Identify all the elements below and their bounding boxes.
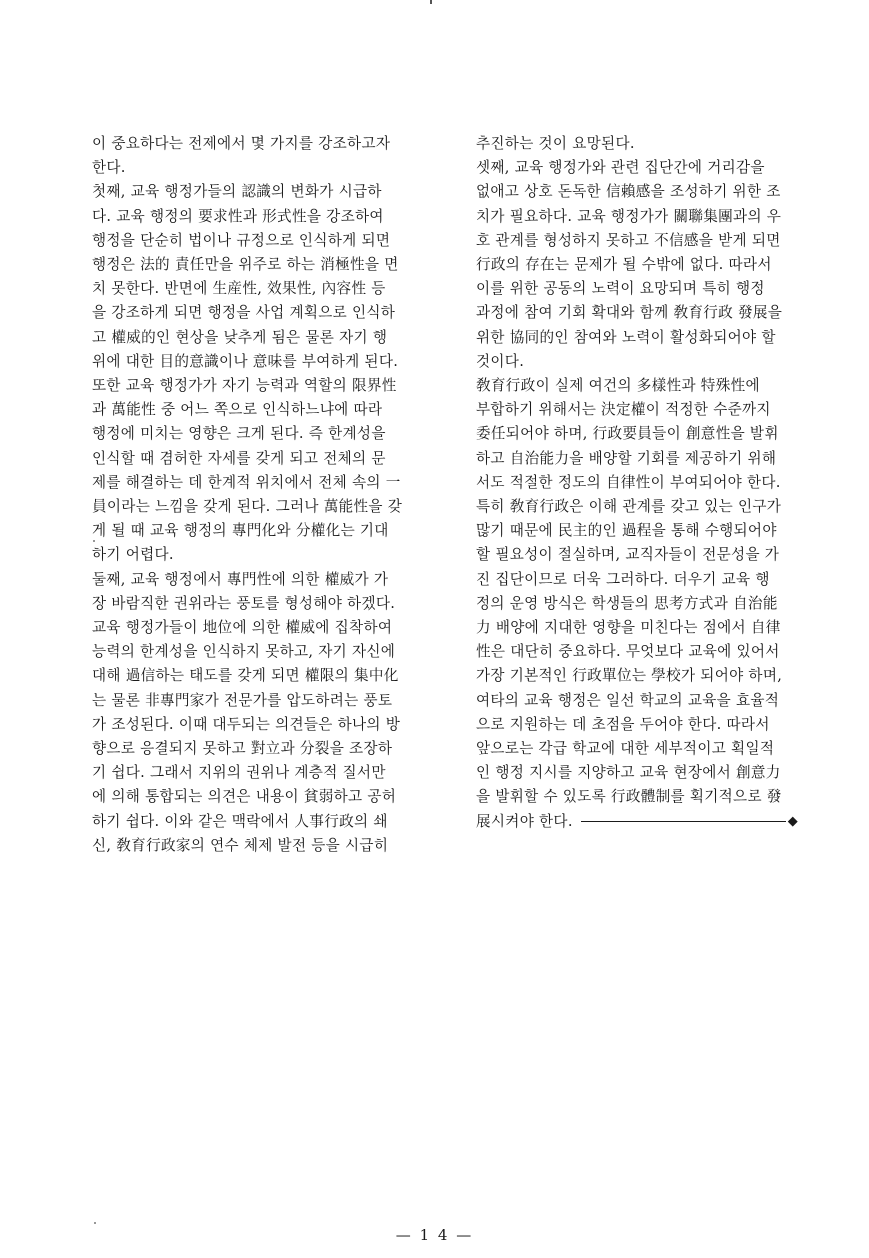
page-number: — 1 4 — [395,1226,474,1244]
right-column [476,132,840,834]
paragraph-second-point: 둘째, 교육 행정에서 專門性에 의한 權威가 가 장 바람직한 권위라는 풍토를 형성해야 하겠다. 교육 행정가들이 地位에 의한 權威에 집착하여 능력의 한계성을 인식하지 못하고, 자기 자신에 대해 過信하는 태도를 갖게 되면 權限의 集中化 는 물론 非專門家가 전문가를 압도하려는 풍토 가 조성된다. 이때 대두되는 의견들은 하나의 방 향으로 응결되지 못하고 對立과 分裂을 조장하 기 쉽다. 그래서 지위의 권위나 계층적 질서만 에 의해 통합되는 의견은 내용이 貧弱하고 공허 하기 쉽다. 이와 같은 맥락에서 人事行政의 쇄 신, 敎育行政家의 연수 체제 발전 등을 시급히 [92,570,401,854]
end-diamond-icon: ◆ [787,814,799,830]
scan-speck [93,540,95,542]
scan-speck [94,1222,96,1224]
paragraph-intro-continuation: 이 중요하다는 전제에서 몇 가지를 강조하고자 한다. [92,135,391,177]
paragraph-closing-text: 敎育行政이 실제 여건의 多樣性과 特殊性에 부합하기 위해서는 決定權이 적정한 수준까지 委任되어야 하며, 行政要員들이 創意性을 발휘 하고 自治能力을 배양할 기회를 제공하기 위해 서도 적절한 정도의 自律性이 부여되어야 한다. 특히 敎育行政은 이해 관계를 갖고 있는 인구가 많기 때문에 民主的인 過程을 통해 수행되어야 할 필요성이 절실하며, 교직자들이 전문성을 가 진 집단이므로 더욱 그러하다. 더우기 교육 행 정의 운영 방식은 학생들의 思考方式과 自治能 力 배양에 지대한 영향을 미친다는 점에서 自律 性은 대단히 중요하다. 무엇보다 교육에 있어서 가장 기본적인 行政單位는 學校가 되어야 하며, 여타의 교육 행정은 일선 학교의 교육을 효율적 으로 지원하는 데 초점을 두어야 한다. 따라서 앞으로는 각급 학교에 대한 세부적이고 획일적 인 행정 지시를 지양하고 교육 현장에서 創意力 을 발휘할 수 있도록 行政體制를 획기적으로 發 展시켜야 한다. [476,377,783,830]
paragraph-closing [476,374,840,834]
top-edge-mark [430,0,432,4]
paragraph-first-point: 첫째, 교육 행정가들의 認識의 변화가 시급하 다. 교육 행정의 要求性과 形式性을 강조하여 행정을 단순히 법이나 규정으로 인식하게 되면 행정은 法的 責任만을 위주로 하는 消極性을 면 치 못한다. 반면에 生産性, 效果性, 內容性 등 을 강조하게 되면 행정을 사업 계획으로 인식하 고 權威的인 현상을 낮추게 됨은 물론 자기 행 위에 대한 目的意識이나 意味를 부여하게 된다. 또한 교육 행정가가 자기 능력과 역할의 限界性 과 萬能性 중 어느 쪽으로 인식하느냐에 따라 행정에 미치는 영향은 크게 된다. 즉 한계성을 인식할 때 겸허한 자세를 갖게 되고 전체의 문 제를 해결하는 데 한계적 위치에서 전체 속의 一 員이라는 느낌을 갖게 된다. 그러나 萬能性을 갖 게 될 때 교육 행정의 專門化와 分權化는 기대 하기 어렵다. [92,183,403,564]
paragraph-third-point: 셋째, 교육 행정가와 관련 집단간에 거리감을 없애고 상호 돈독한 信賴感을 조성하기 위한 조 치가 필요하다. 교육 행정가가 關聯集團과의 우 호 관계를 형성하지 못하고 不信感을 받게 되면 行政의 存在는 문제가 될 수밖에 없다. 따라서 이를 위한 공동의 노력이 요망되며 특히 행정 과정에 참여 기회 확대와 함께 敎育行政 發展을 위한 協同的인 참여와 노력이 활성화되어야 할 것이다. [476,159,783,370]
end-rule-line [581,821,786,822]
paragraph-second-point-end: 추진하는 것이 요망된다. [476,135,635,152]
left-column [92,132,454,858]
